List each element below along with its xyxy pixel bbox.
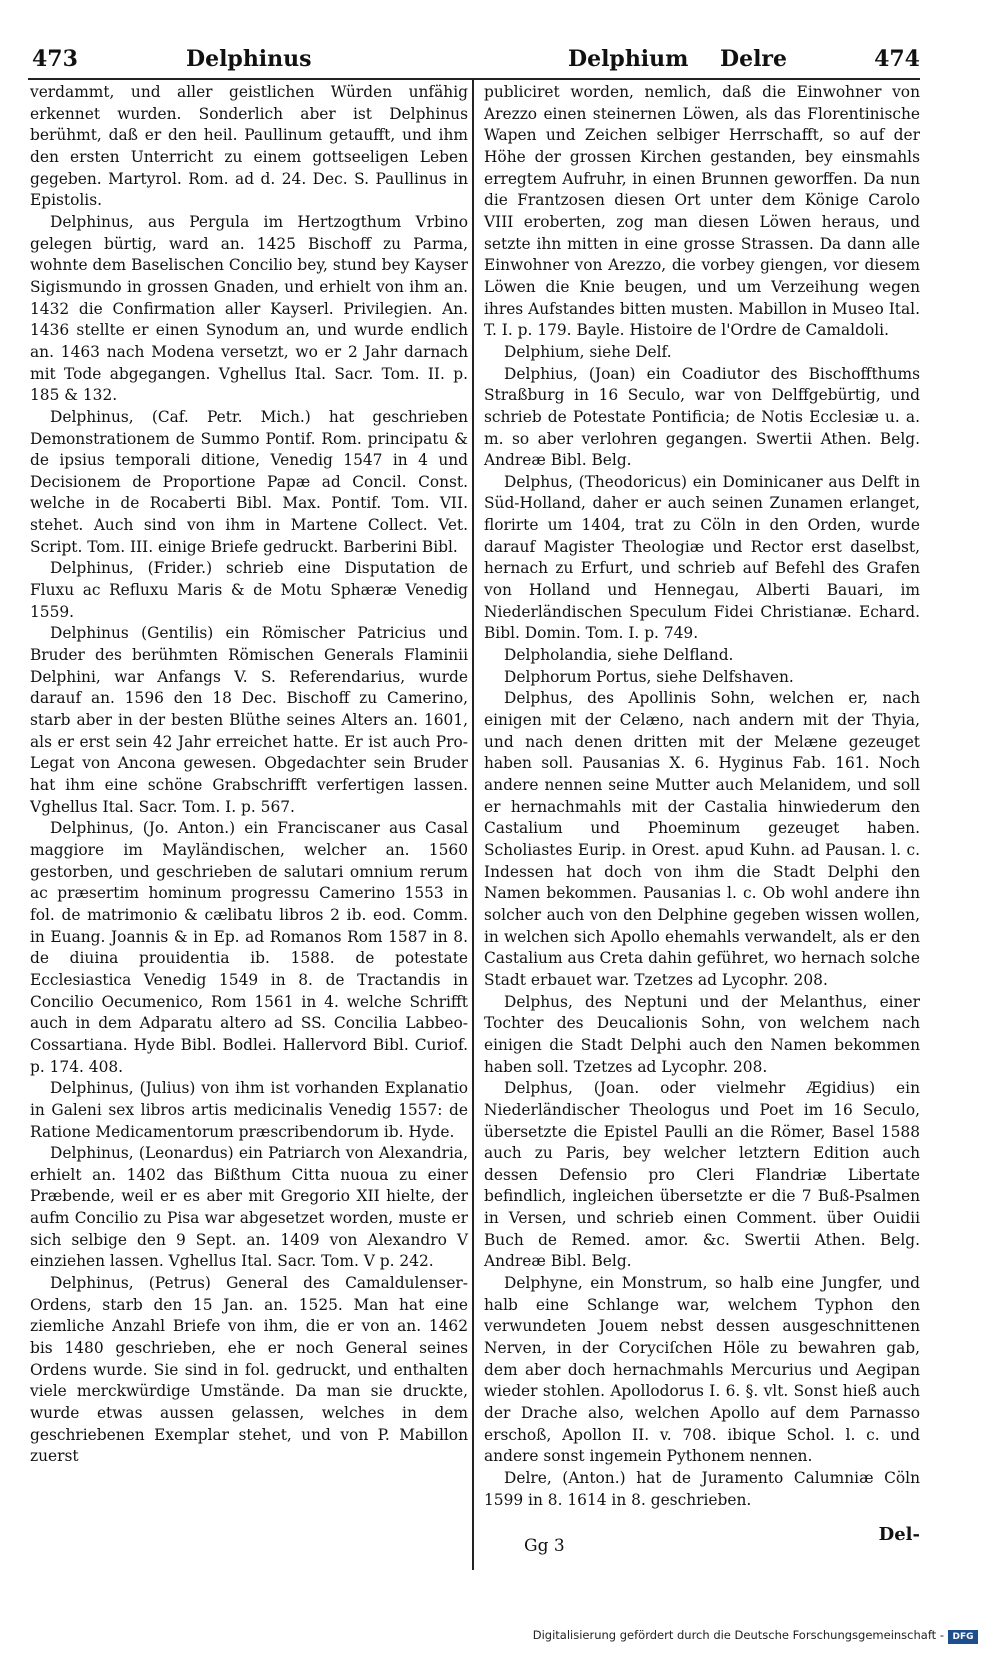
dictionary-entry: Delphus, des Apollinis Sohn, welchen er, nach einigen mit der Celæno, nach andern mit der Thyia, und nach denen dritten mit der Melæne gezeuget haben soll. Pausanias X. 6. Hyginus Fab. 161. Noch andere nennen seine Mutter auch Melanidem, und soll er hernachmahls mit der Castalia hinwiederum den Castalium und Phoeminum gezeuget haben. Scholiastes Eurip. in Orest. apud Kuhn. ad Pausan. l. c. Indessen hat doch von ihm die Stadt Delphi den Namen bekommen. Pausanias l. c. Ob wohl andere ihn solcher auch von den Delphine gegeben wissen wollen, in welchen sich Apollo ehemahls verwandelt, als er den Castalium aus Creta dahin geführet, wo hernach solche Stadt erbauet war. Tzetzes ad Lycophr. 208. <box>484 689 920 989</box>
signature-mark: Gg 3 <box>524 1536 565 1556</box>
dictionary-entry: Delphyne, ein Monstrum, so halb eine Jungfer, und halb eine Schlange war, welchem Typhon den verwundeten Jouem nebst dessen ausgeschnittenen Nerven, in der Coryciſchen Höle zu bewahren gab, dem aber doch hernachmahls Mercurius und Aegipan wieder stohlen. Apollodorus I. 6. §. vlt. Sonst hieß auch der Drache also, welchen Apollo auf dem Parnasso erschoß, Apollon II. v. 708. ibique Schol. l. c. und andere sonst ingemein Pythonem nennen. <box>484 1274 920 1466</box>
dictionary-entry: Delphinus, aus Pergula im Hertzogthum Vrbino gelegen bürtig, ward an. 1425 Bischoff zu Parma, wohnte dem Baselischen Concilio bey, stund bey Kayser Sigismundo in grossen Gnaden, und erhielt von ihm an. 1432 die Confirmation aller Kayserl. Privilegien. An. 1436 stellte er einen Synodum an, und wurde endlich an. 1463 nach Modena versetzt, wo er 2 Jahr darnach mit Tode abgegangen. Vghellus Ital. Sacr. Tom. II. p. 185 & 132. <box>30 212 468 405</box>
dictionary-entry: Delphus, (Joan. oder vielmehr Ægidius) ein Niederländischer Theologus und Poet im 16 Seculo, übersetzte die Epistel Paulli an die Römer, Basel 1588 auch zu Paris, bey welcher letztern Edition auch dessen Defensio pro Cleri Flandriæ Libertate befindlich, ingleichen übersetzte er die 7 Buß-Psalmen in Versen, und schrieb einen Comment. über Ouidii Buch de Remed. amor. &c. Swertii Athen. Belg. Andreæ Bibl. Belg. <box>484 1079 920 1271</box>
dictionary-entry: Delphorum Portus, siehe Delfshaven. <box>504 667 794 686</box>
catchword: Del- <box>878 1524 920 1545</box>
dictionary-entry: Delphinus, (Jo. Anton.) ein Franciscaner aus Casal maggiore im Mayländischen, welcher an. 1560 gestorben, und geschrieben de salutari omnium rerum ac præsertim hominum progressu Camerino 1553 in fol. de matrimonio & cælibatu libros 2 ib. eod. Comm. in Euang. Joannis & in Ep. ad Romanos Rom 1587 in 8. de diuina prouidentia ib. 1588. de potestate Ecclesiastica Venedig 1549 in 8. de Tractandis in Concilio Oecumenico, Rom 1561 in 4. welche Schrifft auch in dem Adparatu altero ad SS. Concilia Labbeo-Cossartiana. Hyde Bibl. Bodlei. Hallervord Bibl. Curiof. p. 174. 408. <box>30 819 468 1076</box>
dictionary-entry: Delphus, des Neptuni und der Melanthus, einer Tochter des Deucalionis Sohn, von welchem nach einigen die Stadt Delphi auch den Namen bekommen haben soll. Tzetzes ad Lycophr. 208. <box>484 992 920 1076</box>
left-column <box>30 82 468 1468</box>
left-running-title: Delphinus <box>186 46 312 72</box>
dictionary-entry: Delpholandia, siehe Delfland. <box>504 646 734 665</box>
right-running-title: Delphium <box>568 46 689 72</box>
dictionary-entry: Delphinus, (Leonardus) ein Patriarch von Alexandria, erhielt an. 1402 das Bißthum Citta nuoua zu einer Præbende, weil er es aber mit Gregorio XII hielte, der aufm Concilio zu Pisa war abgesetzet worden, muste er sich selbige den 9 Sept. an. 1409 von Alexandro V einziehen lassen. Vghellus Ital. Sacr. Tom. V p. 242. <box>30 1144 468 1271</box>
dictionary-entry: verdammt, und aller geistlichen Würden unfähig erkennet wurden. Sonderlich aber ist Delphinus berühmt, daß er den heil. Paullinum getaufft, und ihm den ersten Unterricht zu einem gottseeligen Leben gegeben. Martyrol. Rom. ad d. 24. Dec. S. Paullinus in Epistolis. <box>30 83 468 210</box>
digitization-credit: Digitalisierung gefördert durch die Deutsche Forschungsgemeinschaft - <box>532 1628 944 1642</box>
running-header <box>28 46 920 82</box>
page-footer <box>484 1524 920 1564</box>
dictionary-entry: Delphus, (Theodoricus) ein Dominicaner aus Delft in Süd-Holland, daher er auch seinen Zunamen erlanget, florirte um 1404, trat zu Cöln in den Orden, wurde darauf Magister Theologiæ und Rector erst daselbst, hernach zu Erfurt, und schrieb auf Befehl des Grafen von Holland und Hennegau, Alberti Bauari, im Niederländischen Speculum Fidei Christianæ. Echard. Bibl. Domin. Tom. I. p. 749. <box>484 472 920 643</box>
dictionary-entry: Delphinus, (Julius) von ihm ist vorhanden Explanatio in Galeni sex libros artis medicinalis Venedig 1557: de Ratione Medicamentorum præscribendorum ib. Hyde. <box>30 1079 468 1141</box>
dictionary-entry: Delphinus, (Petrus) General des Camaldulenser-Ordens, starb den 15 Jan. an. 1525. Man hat eine ziemliche Anzahl Briefe von ihm, die er von an. 1462 bis 1480 geschrieben, ehe er noch General seines Ordens wurde. Sie sind in fol. gedruckt, und enthalten viele merckwürdige Umstände. Da man sie druckte, wurde etwas aussen gelassen, welches in dem geschriebenen Exemplar stehet, und von P. Mabillon zuerst <box>30 1274 468 1466</box>
right-running-subtitle: Delre <box>720 46 788 72</box>
dictionary-entry: Delphinus, (Frider.) schrieb eine Disputation de Fluxu ac Refluxu Maris & de Motu Sphæræ Venedig 1559. <box>30 559 468 621</box>
header-rule <box>28 78 920 80</box>
dictionary-entry: Delphius, (Joan) ein Coadiutor des Bischoffthums Straßburg in 16 Seculo, war von Delffgebürtig, und schrieb de Potestate Pontificia; de Notis Ecclesiæ u. a. m. so aber verlohren gegangen. Swertii Athen. Belg. Andreæ Bibl. Belg. <box>484 364 920 470</box>
dictionary-entry: publiciret worden, nemlich, daß die Einwohner von Arezzo einen steinernen Löwen, als das Florentinische Wapen und Zeichen selbiger Herrschafft, so auf der Höhe der grossen Kirchen gestanden, bey einsmahls erregtem Aufruhr, in einen Brunnen geworffen. Da nun die Frantzosen diesen Ort unter dem Könige Carolo VIII eroberten, zog man diesen Löwen heraus, und setzte ihn mitten in eine grosse Strassen. Da dann alle Einwohner von Arezzo, die vorbey giengen, vor diesem Löwen die Knie beugen, und um Verzeihung wegen ihres Aufstandes bitten musten. Mabillon in Museo Ital. T. I. p. 179. Bayle. Histoire de l'Ordre de Camaldoli. <box>484 83 920 340</box>
right-column <box>484 82 920 1511</box>
dictionary-entry: Delphium, siehe Delf. <box>504 342 672 361</box>
right-page-number: 474 <box>874 46 920 72</box>
dictionary-entry: Delphinus (Gentilis) ein Römischer Patricius und Bruder des berühmten Römischen Generals Flaminii Delphini, war Anfangs V. S. Referendarius, wurde darauf an. 1596 den 18 Dec. Bischoff zu Camerino, starb aber in der besten Blüthe seines Alters an. 1601, als er erst sein 42 Jahr erreichet hatte. Er ist auch Pro-Legat von Ancona gewesen. Obgedachter sein Bruder hat ihm eine schöne Grabschrifft verfertigen lassen. Vghellus Ital. Sacr. Tom. I. p. 567. <box>30 624 468 816</box>
left-page-number: 473 <box>32 46 78 72</box>
dfg-logo: DFG <box>948 1630 978 1644</box>
dictionary-entry: Delphinus, (Caf. Petr. Mich.) hat geschrieben Demonstrationem de Summo Pontif. Rom. principatu & de ipsius temporali ditione, Venedig 1547 in 4 und Decisionem de Proportione Papæ ad Concil. Const. welche in de Rocaberti Bibl. Max. Pontif. Tom. VII. stehet. Auch sind von ihm in Martene Collect. Vet. Script. Tom. III. einige Briefe gedruckt. Barberini Bibl. <box>30 407 468 556</box>
column-divider <box>472 80 474 1570</box>
dictionary-entry: Delre, (Anton.) hat de Juramento Calumniæ Cöln 1599 in 8. 1614 in 8. geschrieben. <box>484 1469 920 1509</box>
